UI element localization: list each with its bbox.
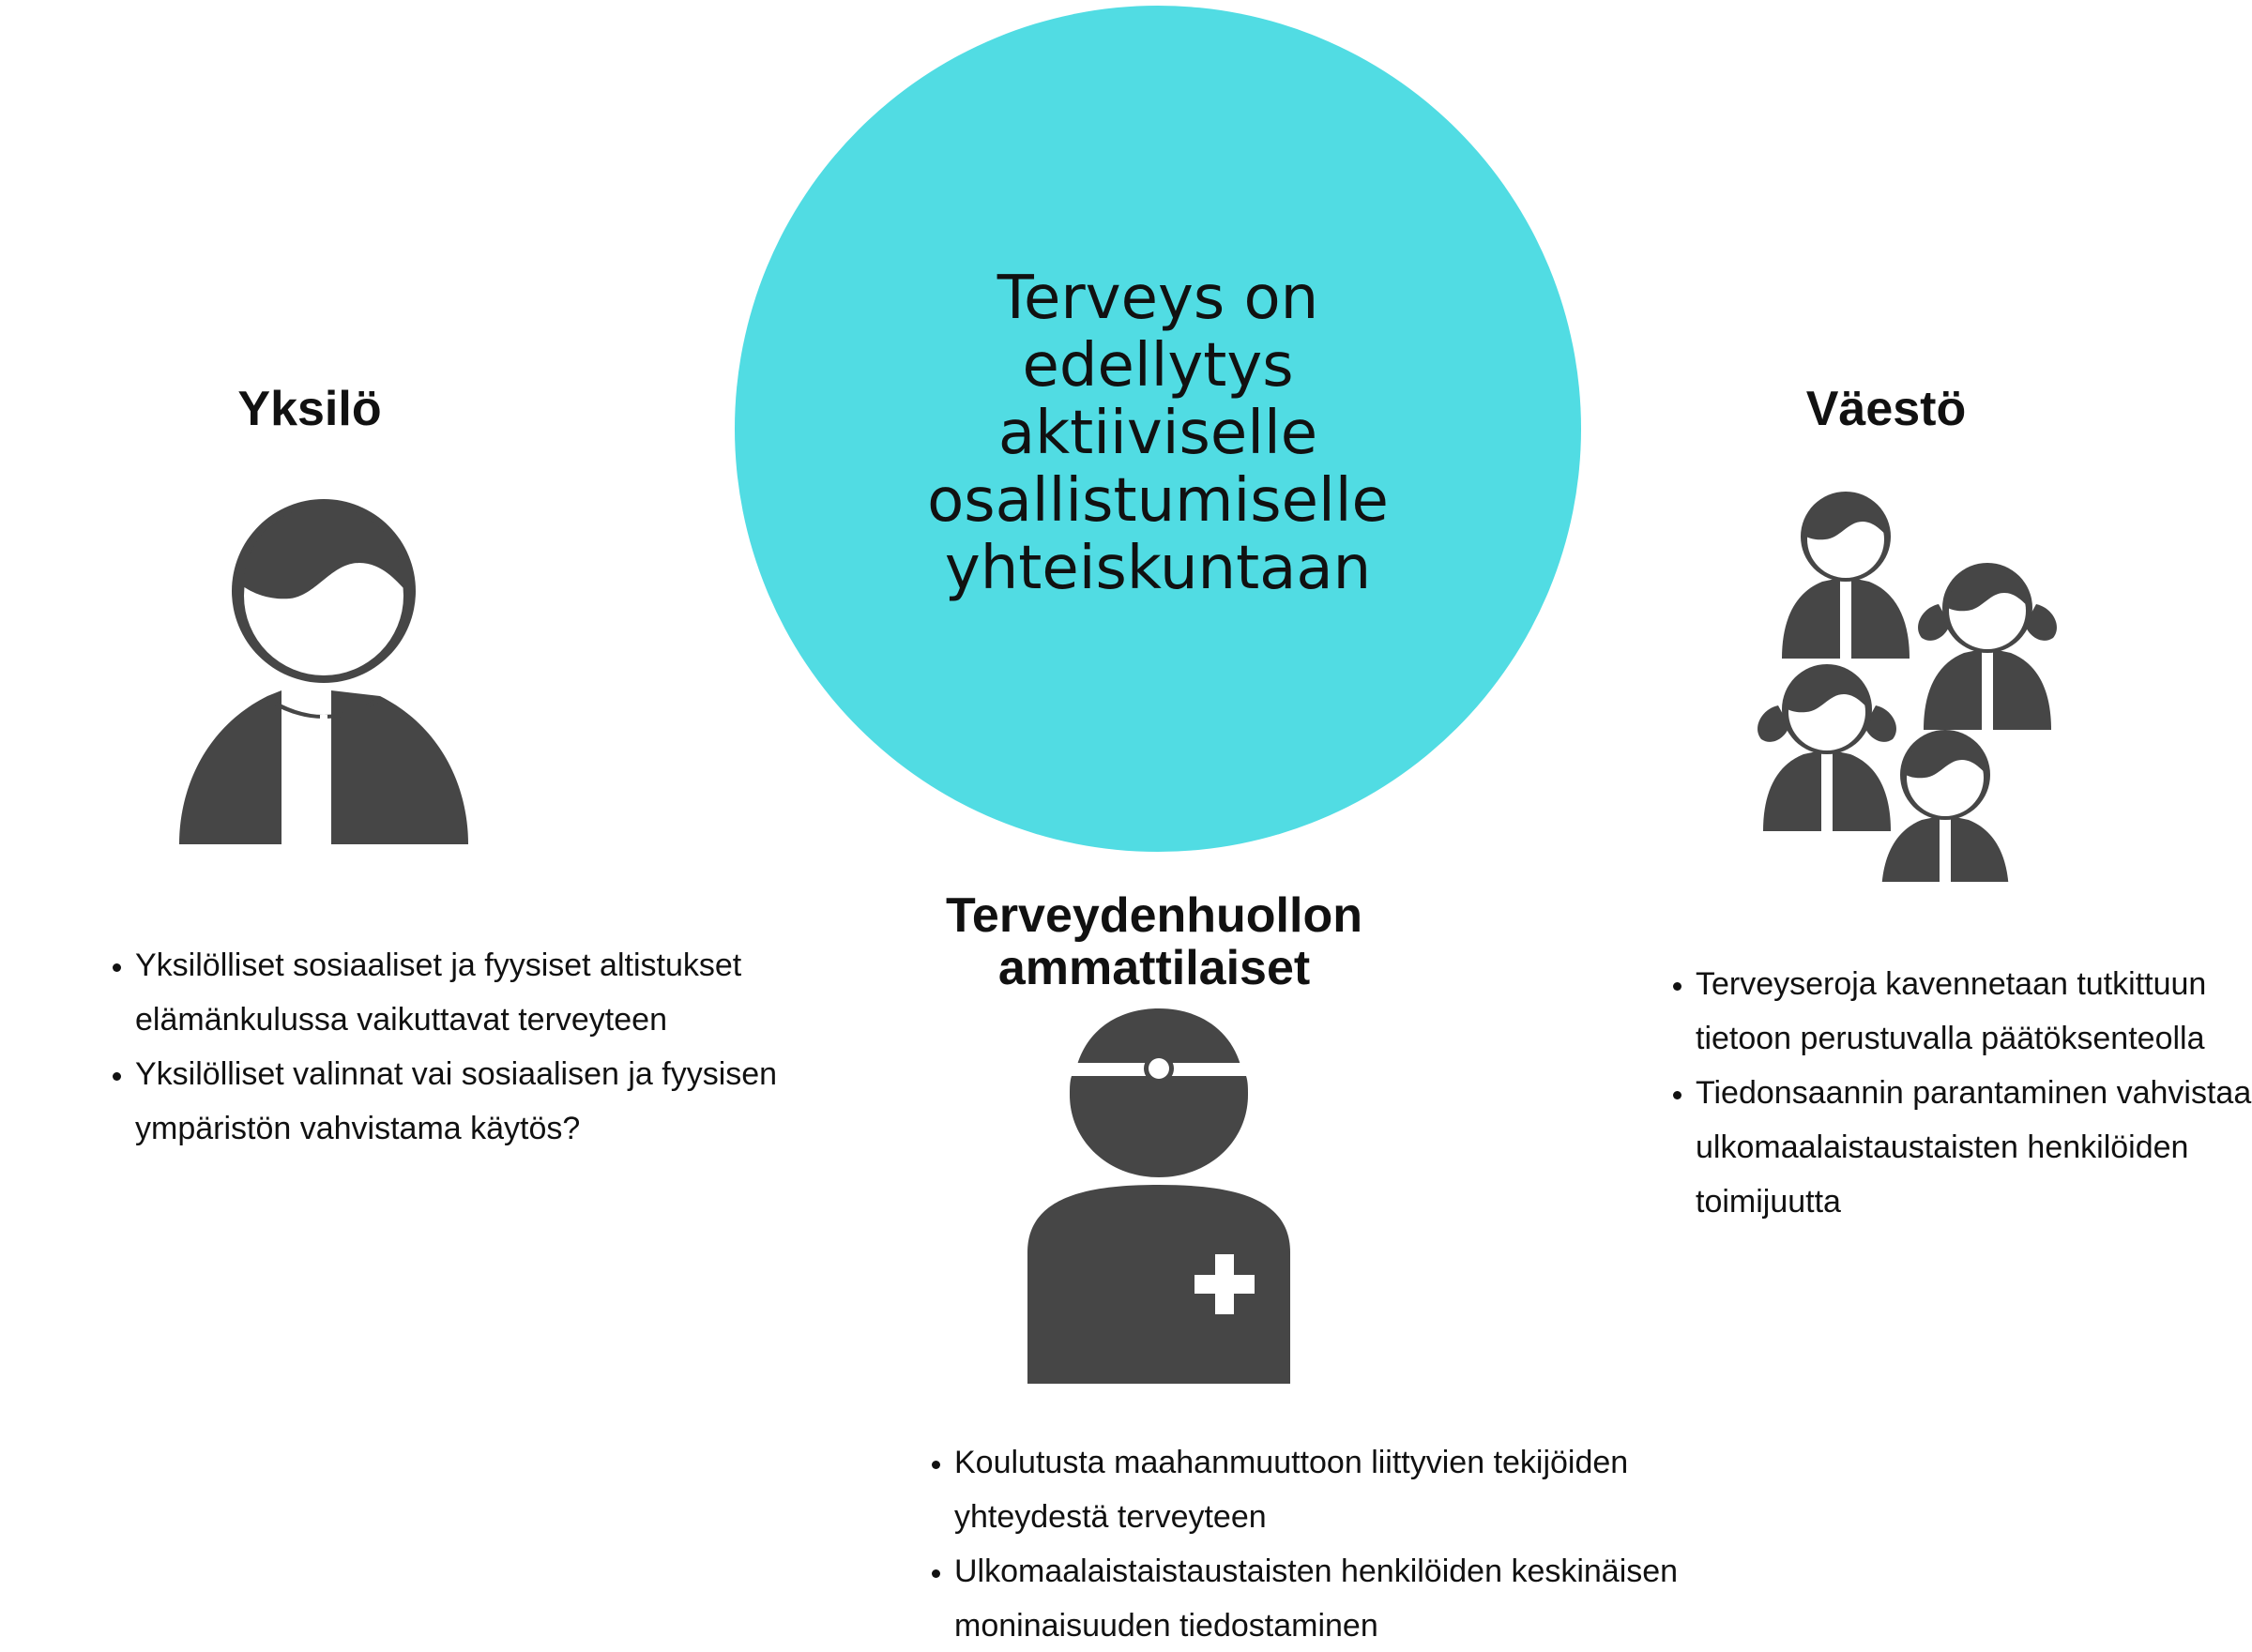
central-line-5: yhteiskuntaan	[944, 534, 1372, 603]
central-circle	[735, 6, 1581, 852]
professionals-title-line-1: Terveydenhuollon	[946, 888, 1362, 943]
list-item: • Tiedonsaannin parantaminen vahvistaa ulkomaalaistaustaisten henkilöiden toimijuutta	[1696, 1066, 2252, 1229]
individual-title: Yksilö	[237, 382, 382, 436]
list-item: • Terveyseroja kavennetaan tutkittuun tietoon perustuvalla päätöksenteolla	[1696, 957, 2252, 1066]
list-item: • Yksilölliset valinnat vai sosiaalisen ja fyysisen ympäristön vahvistama käytös?	[135, 1047, 811, 1156]
individual-bullet-list	[86, 938, 811, 1156]
group-of-people-icon	[1741, 460, 2078, 882]
person-icon	[174, 478, 474, 854]
list-item: • Koulutusta maahanmuuttoon liittyvien tekijöiden yhteydestä terveyteen	[954, 1435, 1761, 1544]
central-line-1: Terveys on	[997, 264, 1319, 333]
central-statement	[848, 265, 1468, 602]
central-line-2: edellytys	[1022, 331, 1294, 401]
professionals-title-line-2: ammattilaiset	[997, 941, 1311, 995]
central-line-4: osallistumiselle	[927, 466, 1389, 536]
professionals-bullet-list	[905, 1435, 1761, 1652]
health-professional-icon	[1023, 1008, 1295, 1384]
professionals-title	[844, 889, 1464, 994]
list-item: • Yksilölliset sosiaaliset ja fyysiset altistukset elämänkulussa vaikuttavat terveyteen	[135, 938, 811, 1047]
central-line-3: aktiiviselle	[997, 399, 1318, 468]
population-bullet-list	[1647, 957, 2252, 1229]
list-item: • Ulkomaalaistaistaustaisten henkilöiden keskinäisen moninaisuuden tiedostaminen	[954, 1544, 1761, 1652]
population-title: Väestö	[1805, 382, 1967, 436]
